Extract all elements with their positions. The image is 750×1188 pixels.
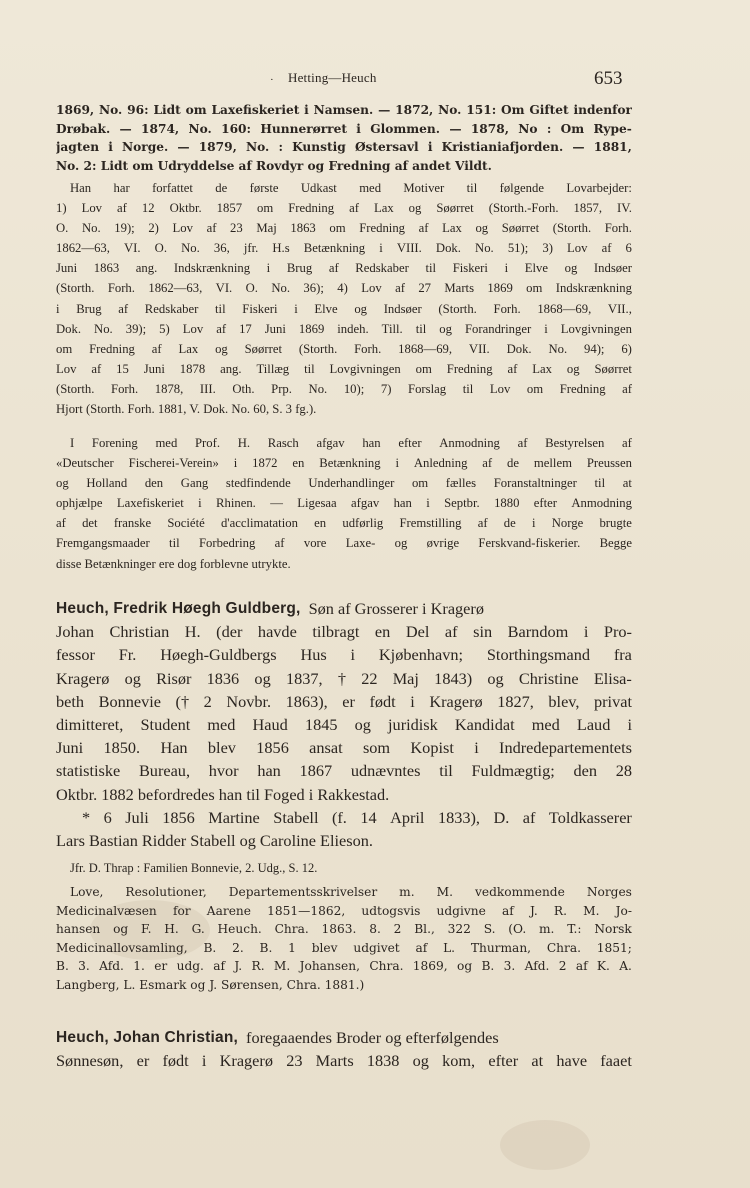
- text-line: Juni 1850. Han blev 1856 ansat som Kopist i Indredepartementets: [56, 738, 632, 758]
- text-line: statistiske Bureau, hvor han 1867 udnævntes til Fuldmægtig; den 28: [56, 761, 632, 781]
- text-line: B. 3. Afd. 1. er udg. af J. R. M. Johansen, Chra. 1869, og B. 3. Afd. 2 af K. A.: [56, 959, 632, 974]
- text-line: om Fredning af Lax og Søørret (Storth. Forh. 1868—69, VII. Dok. No. 94); 6): [56, 341, 632, 356]
- paragraph-forening: [56, 433, 632, 574]
- text-line: Langberg, L. Esmark og J. Sørensen, Chra. 1881.): [56, 977, 365, 992]
- text-line: fessor Fr. Høegh-Guldbergs Hus i Kjøbenhavn; Storthingsmand fra: [56, 645, 632, 665]
- text-line: Oktbr. 1882 befordredes han til Foged i Rakkestad.: [56, 784, 390, 804]
- entry-heading-line: [56, 597, 632, 620]
- page-number: 653: [594, 68, 623, 89]
- text-line: jagten i Norge. — 1879, No. : Kunstig Østersavl i Kristianiafjorden. — 1881,: [56, 140, 632, 155]
- text-line: hansen og F. H. G. Heuch. Chra. 1863. 8. 2 Bl., 322 S. (O. m. T.: Norsk: [56, 922, 632, 937]
- text-line: dimitteret, Student med Haud 1845 og juridisk Kandidat med Laud i: [56, 714, 632, 734]
- text-line: Fremgangsmaader til Forbedring af vore Laxe- og øvrige Ferskvand-fiskerier. Begge: [56, 536, 632, 551]
- entry-name: Heuch, Fredrik Høegh Guldberg,: [56, 600, 301, 617]
- text-line: I Forening med Prof. H. Rasch afgav han efter Anmodning af Bestyrelsen af: [70, 436, 632, 450]
- header-dot: ·: [270, 74, 274, 86]
- text-line: Dok. No. 39); 5) Lov af 17 Juni 1869 indeh. Till. til og Forandringer i Lovgivningen: [56, 321, 632, 336]
- text-line: Love, Resolutioner, Departementsskrivelser m. M. vedkommende Norges: [70, 885, 632, 899]
- publication-list-top: [56, 101, 632, 175]
- text-line: Sønnesøn, er født i Kragerø 23 Marts 1838 og kom, efter at have faaet: [56, 1051, 632, 1071]
- text-line: Medicinalvæsen for Aarene 1851—1862, udtogsvis udgivne af J. R. M. Jo-: [56, 903, 632, 918]
- text-line: af det franske Société d'acclimatation en udførlig Fremstilling af de i Norge brugte: [56, 516, 632, 531]
- text-line: «Deutscher Fischerei-Verein» i 1872 en Betænkning i Anledning af de mellem Preussen: [56, 456, 632, 471]
- entry-name: Heuch, Johan Christian,: [56, 1029, 239, 1046]
- running-head: Hetting—Heuch: [288, 70, 377, 85]
- entry-heading-line: [56, 1026, 632, 1049]
- paragraph-lovarbejder: [56, 178, 632, 419]
- text-line: (Storth. Forh. 1862—63, VI. O. No. 36); 4) Lov af 27 Marts 1869 om Indskrænkning: [56, 281, 632, 296]
- text-line: Drøbak. — 1874, No. 160: Hunnerørret i Glommen. — 1878, No : Om Rype-: [56, 121, 632, 136]
- text-line: No. 2: Lidt om Udryddelse af Rovdyr og Fredning af andet Vildt.: [56, 158, 492, 173]
- text-line: Hjort (Storth. Forh. 1881, V. Dok. No. 60, S. 3 fg.).: [56, 402, 317, 417]
- text-line: 1869, No. 96: Lidt om Laxefiskeriet i Namsen. — 1872, No. 151: Om Giftet indenfor: [56, 103, 632, 117]
- text-line: beth Bonnevie († 2 Novbr. 1863), er født i Kragerø 1827, blev, privat: [56, 691, 632, 711]
- entry-heuch-johan: [56, 1026, 632, 1072]
- text-line: og Holland den Gang stedfindende Underhandlinger om fælles Foranstaltninger til at: [56, 476, 632, 491]
- reference-line: [56, 858, 632, 878]
- text-line: Johan Christian H. (der havde tilbragt en Del af sin Barndom i Pro-: [56, 622, 632, 642]
- text-line: Han har forfattet de første Udkast med Motiver til følgende Lovarbejder:: [70, 181, 632, 195]
- text-line: O. No. 19); 2) Lov af 23 Maj 1863 om Fredning af Lax og Søørret (Storth. Forh.: [56, 221, 632, 236]
- text-line: Jfr. D. Thrap : Familien Bonnevie, 2. Udg., S. 12.: [70, 861, 318, 875]
- text-line: i Brug af Redskaber til Fiskeri i Elve og Indsøer (Storth. Forh. 1868—69, VII.,: [56, 301, 632, 316]
- publication-list-entry1: [56, 883, 632, 995]
- text-line: 1862—63, VI. O. No. 36, jfr. H.s Betænkning i VIII. Dok. No. 51); 3) Lov af 6: [56, 241, 632, 256]
- entry-heuch-fredrik: [56, 597, 632, 852]
- text-line: ophjælpe Laxefiskeriet i Rhinen. — Ligesaa afgav han i Septbr. 1880 efter Anmodning: [56, 496, 632, 511]
- text-line: 1) Lov af 12 Oktbr. 1857 om Fredning af Lax og Søørret (Storth.-Forh. 1857, IV.: [56, 201, 632, 216]
- text-line: foregaaendes Broder og efterfølgendes: [246, 1028, 499, 1047]
- text-line: Kragerø og Risør 1836 og 1837, † 22 Maj 1843) og Christine Elisa-: [56, 668, 632, 688]
- paper-stain: [500, 1120, 590, 1170]
- text-line: Lov af 15 Juni 1878 ang. Tillæg til Lovgivningen om Fredning af Lax og Søørret: [56, 361, 632, 376]
- text-line: * 6 Juli 1856 Martine Stabell (f. 14 April 1833), D. af Toldkasserer: [82, 807, 632, 827]
- text-line: (Storth. Forh. 1878, III. Oth. Prp. No. 10); 7) Forslag til Lov om Fredning af: [56, 381, 632, 396]
- text-line: Juni 1863 ang. Indskrænkning i Brug af Redskaber til Fiskeri i Elve og Indsøer: [56, 261, 632, 276]
- text-line: disse Betænkninger ere dog forblevne utrykte.: [56, 556, 291, 571]
- text-line: Medicinallovsamling, B. 2. B. 1 blev udgivet af L. Thurman, Chra. 1851;: [56, 940, 632, 955]
- text-line: Lars Bastian Ridder Stabell og Caroline Elieson.: [56, 830, 373, 850]
- text-line: Søn af Grosserer i Kragerø: [308, 599, 484, 618]
